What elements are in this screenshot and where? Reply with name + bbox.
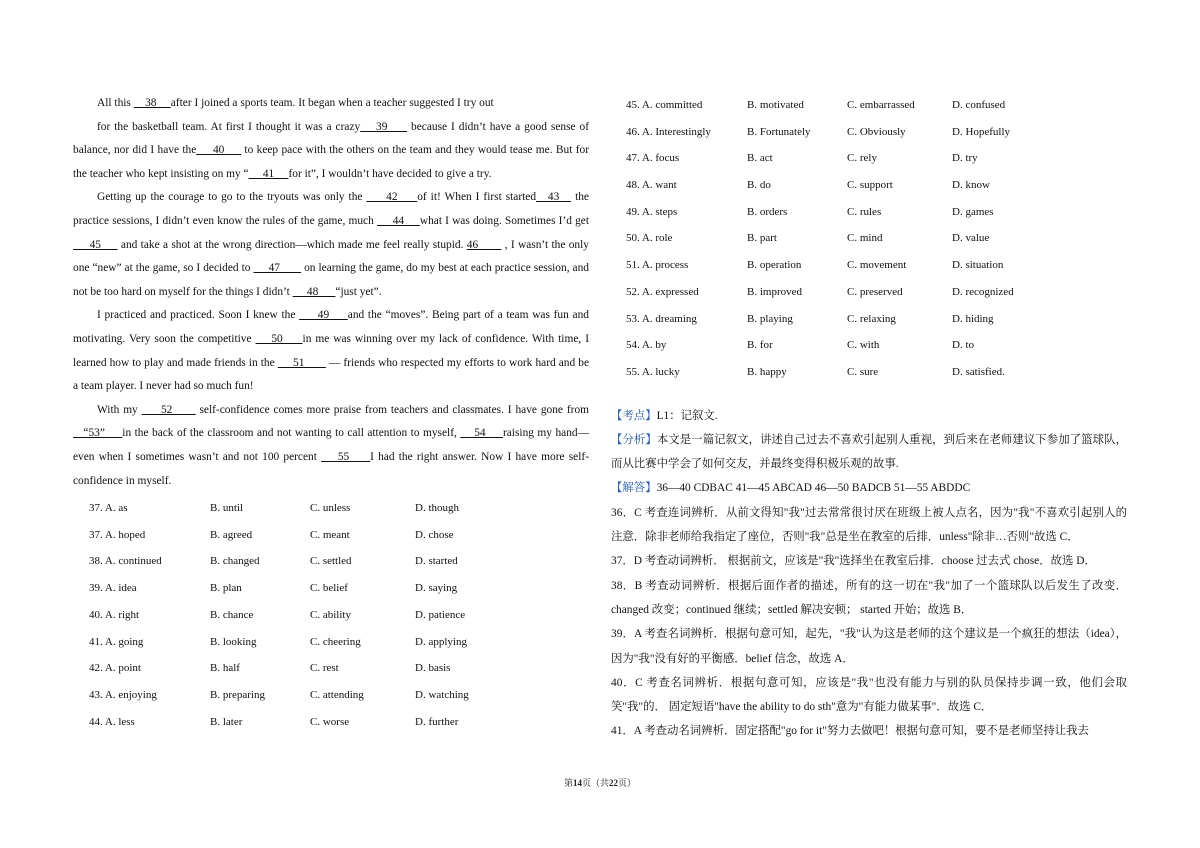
option-a: 43. A. enjoying	[89, 688, 157, 701]
option-b: B. later	[210, 715, 243, 728]
option-d: D. recognized	[952, 285, 1014, 298]
answer-section	[611, 404, 1127, 744]
option-c: C. ability	[310, 608, 351, 621]
option-b: B. improved	[747, 285, 802, 298]
cloze-passage	[73, 92, 589, 493]
option-row	[73, 522, 589, 549]
option-a: 38. A. continued	[89, 555, 162, 568]
option-d: D. situation	[952, 259, 1004, 272]
option-b: B. looking	[210, 635, 257, 648]
footer-pre: 第	[563, 778, 573, 788]
explanation-item: 37．D 考查动词辨析． 根据前文，应该是"我"选择坐在教室后排．choose 过去式 chose．故选 D．	[611, 555, 1096, 568]
passage-text: With my	[97, 403, 142, 416]
option-row	[611, 172, 1127, 199]
option-b: B. agreed	[210, 528, 253, 541]
option-d: D. started	[415, 555, 458, 568]
option-b: B. plan	[210, 582, 242, 595]
option-d: D. applying	[415, 635, 467, 648]
option-b: B. orders	[747, 205, 788, 218]
cloze-blank: “53”	[73, 427, 123, 440]
passage-paragraph	[73, 92, 589, 116]
passage-text: — friends who respected my efforts to work hard and be a team player. I never had so much fun!	[73, 356, 590, 393]
passage-text: after I joined a sports team. It began when a teacher suggested I try out	[170, 97, 494, 109]
option-c: C. movement	[847, 259, 907, 272]
option-b: B. preparing	[210, 688, 265, 701]
explanation-item: 36．C 考查连词辨析．从前文得知"我"过去常常很讨厌在班级上被人点名，因为"我"不喜欢引起别人的注意．除非老师给我指定了座位，否则"我"总是坐在教室的后排．unless"除非…否则"故选 C．	[611, 506, 1127, 544]
option-a: 49. A. steps	[626, 205, 678, 218]
option-row	[73, 495, 589, 522]
option-d: D. Hopefully	[952, 125, 1011, 138]
option-c: C. relaxing	[847, 312, 896, 325]
option-d: D. basis	[415, 662, 451, 675]
explanation-item: 41．A 考查动名词辨析．固定搭配"go for it"努力去做吧！根据句意可知，要不是老师坚持让我去	[611, 725, 1089, 738]
option-d: D. further	[415, 715, 459, 728]
cloze-blank: 40	[196, 144, 242, 157]
option-c: C. worse	[310, 715, 350, 728]
option-c: C. mind	[847, 232, 883, 245]
left-column	[73, 92, 589, 735]
option-row	[611, 145, 1127, 172]
cloze-blank: 47	[253, 262, 302, 275]
options-list-right	[611, 92, 1127, 386]
option-row	[611, 92, 1127, 119]
passage-text: on learning the game, do my best at each practice session, and not be too hard on myself for the things I didn’t	[73, 262, 590, 298]
passage-text: in the back of the classroom and not wanting to call attention to myself,	[122, 427, 461, 440]
option-d: D. games	[952, 205, 994, 218]
option-c: C. embarrassed	[847, 99, 915, 111]
option-b: B. do	[747, 179, 771, 192]
kaodian-text: L1：记叙文.	[656, 409, 718, 422]
option-d: D. value	[952, 232, 990, 245]
passage-text: All this	[97, 97, 134, 109]
option-c: C. unless	[310, 502, 351, 515]
jieda-tag: 【解答】	[611, 482, 657, 495]
cloze-blank: 45	[73, 238, 118, 251]
cloze-blank: 46	[466, 238, 502, 251]
cloze-blank: 50	[255, 332, 303, 345]
option-a: 40. A. right	[89, 608, 140, 621]
passage-text: for it”, I wouldn’t have decided to give a try.	[288, 167, 492, 180]
passage-paragraph	[73, 399, 589, 493]
option-b: B. playing	[747, 312, 793, 325]
option-d: D. confused	[952, 99, 1006, 111]
option-row	[73, 575, 589, 602]
option-a: 39. A. idea	[89, 582, 137, 595]
option-c: C. meant	[310, 528, 350, 541]
option-a: 37. A. as	[89, 502, 128, 515]
footer-mid: 页（共	[581, 778, 609, 788]
option-b: B. half	[210, 662, 240, 675]
option-a: 41. A. going	[89, 635, 144, 648]
option-d: D. satisfied.	[952, 365, 1005, 378]
option-a: 44. A. less	[89, 715, 135, 728]
option-c: C. settled	[310, 555, 352, 568]
explanation-item: 40．C 考查名词辨析．根据句意可知，应该是"我"也没有能力与别的队员保持步调一致，他们会取笑"我"的． 固定短语"have the ability to do sth"意为"有能力做某事"．故选 C．	[611, 676, 1127, 714]
option-a: 42. A. point	[89, 662, 141, 675]
passage-text: for the basketball team. At first I thought it was a crazy	[97, 120, 361, 133]
option-b: B. chance	[210, 608, 254, 621]
option-c: C. rely	[847, 152, 877, 165]
cloze-blank: 48	[292, 285, 336, 298]
passage-text: I practiced and practiced. Soon I knew the	[97, 309, 300, 322]
fenxi-line	[611, 428, 1127, 477]
jieda-line	[611, 476, 1127, 500]
option-d: D. watching	[415, 688, 469, 701]
option-a: 46. A. Interestingly	[626, 125, 711, 138]
kaodian-tag: 【考点】	[611, 409, 657, 422]
cloze-blank: 52	[141, 403, 196, 416]
jieda-text: 36—40 CDBAC 41—45 ABCAD 46—50 BADCB 51—55 ABDDC	[656, 482, 971, 495]
option-c: C. Obviously	[847, 125, 906, 138]
passage-text: what I was doing. Sometimes I’d get	[419, 214, 590, 227]
passage-text: raising my hand— even when I sometimes wasn’t and not 100 percent	[73, 427, 589, 463]
passage-paragraph	[73, 304, 589, 398]
option-c: C. rest	[310, 662, 339, 675]
option-b: B. Fortunately	[747, 125, 811, 138]
option-d: D. patience	[415, 608, 466, 621]
option-row	[73, 629, 589, 656]
option-c: C. belief	[310, 582, 348, 595]
option-b: B. changed	[210, 555, 260, 568]
option-b: B. act	[747, 152, 773, 165]
option-a: 51. A. process	[626, 259, 689, 272]
cloze-blank: 41	[248, 167, 289, 180]
option-c: C. sure	[847, 365, 879, 378]
passage-paragraph	[73, 116, 589, 187]
option-c: C. attending	[310, 688, 364, 701]
option-c: C. preserved	[847, 285, 903, 298]
footer-post: 页）	[618, 778, 637, 788]
option-a: 50. A. role	[626, 232, 673, 245]
passage-paragraph	[73, 186, 589, 304]
right-column	[611, 92, 1127, 744]
cloze-blank: 54	[460, 427, 503, 440]
option-row	[611, 119, 1127, 146]
option-b: B. operation	[747, 259, 802, 272]
footer-total-pages: 22	[609, 778, 618, 788]
option-row	[611, 199, 1127, 226]
passage-text: and take a shot at the wrong direction—which made me feel really stupid.	[117, 238, 467, 251]
explanation-item: 39．A 考查名词辨析．根据句意可知，起先，"我"认为这是老师的这个建议是一个疯狂的想法（idea），因为"我"没有好的平衡感．belief 信念，故选 A．	[611, 628, 1127, 665]
passage-text: self-confidence comes more praise from teachers and classmates. I have gone from	[195, 403, 590, 416]
option-c: C. rules	[847, 205, 882, 218]
cloze-blank: 49	[299, 309, 348, 322]
option-row	[611, 306, 1127, 333]
option-a: 45. A. committed	[626, 99, 703, 111]
explanation-list	[611, 501, 1127, 744]
cloze-blank: 43	[536, 191, 572, 204]
option-row	[611, 252, 1127, 279]
kaodian-line	[611, 404, 1127, 428]
option-d: D. chose	[415, 528, 454, 541]
option-row	[73, 682, 589, 709]
option-row	[73, 655, 589, 682]
cloze-blank: 42	[366, 191, 418, 204]
option-a: 48. A. want	[626, 179, 677, 192]
option-d: D. try	[952, 152, 978, 165]
cloze-blank: 51	[277, 356, 326, 369]
passage-text: to keep pace with the others on the team and they would tease me. But for the teacher who kept insisting on my “	[73, 144, 589, 180]
passage-text: in me was winning over my lack of confidence. With time, I learned how to play and made friends in the	[73, 332, 589, 369]
option-c: C. with	[847, 339, 880, 352]
cloze-blank: 39	[360, 120, 408, 133]
passage-text: because I didn’t have a good sense of balance, nor did I have the	[73, 120, 590, 157]
option-row	[73, 709, 589, 736]
explanation-item: 38．B 考查动词辨析．根据后面作者的描述，所有的这一切在"我"加了一个篮球队以后发生了改变．changed 改变；continued 继续；settled 解决安顿； started 开始；故选 B．	[611, 579, 1127, 616]
option-d: D. saying	[415, 582, 458, 595]
passage-text: and the “moves”. Being part of a team was fun and motivating. Very soon the competitive	[73, 309, 589, 345]
cloze-blank: 55	[321, 450, 371, 463]
option-a: 53. A. dreaming	[626, 312, 697, 325]
option-d: D. know	[952, 179, 990, 192]
passage-text: the practice sessions, I didn’t even know the rules of the game, much	[73, 191, 589, 227]
option-row	[611, 279, 1127, 306]
footer-page-number: 14	[572, 778, 582, 788]
option-row	[611, 359, 1127, 386]
option-row	[611, 332, 1127, 359]
option-a: 47. A. focus	[626, 152, 680, 165]
option-d: D. though	[415, 502, 459, 515]
passage-text: of it! When I first started	[417, 191, 537, 204]
option-b: B. motivated	[747, 99, 804, 111]
option-a: 54. A. by	[626, 339, 667, 352]
option-a: 55. A. lucky	[626, 365, 680, 378]
option-a: 52. A. expressed	[626, 285, 699, 298]
option-b: B. until	[210, 502, 244, 515]
cloze-blank: 38	[133, 97, 171, 109]
passage-text: I had the right answer. Now I have more self-confidence in myself.	[73, 450, 589, 487]
option-row	[73, 602, 589, 629]
option-a: 37. A. hoped	[89, 528, 146, 541]
fenxi-tag: 【分析】	[611, 433, 657, 446]
option-row	[73, 548, 589, 575]
option-c: C. cheering	[310, 635, 361, 648]
fenxi-text: 本文是一篇记叙文，讲述自己过去不喜欢引起别人重视，到后来在老师建议下参加了篮球队，而从比赛中学会了如何交友，并最终变得积极乐观的故事.	[611, 433, 1127, 471]
option-b: B. for	[747, 339, 773, 352]
option-b: B. part	[747, 232, 777, 245]
option-b: B. happy	[747, 365, 787, 378]
passage-text: , I wasn’t the only one “new” at the game, so I decided to	[73, 238, 589, 275]
passage-text: Getting up the courage to go to the tryouts was only the	[97, 191, 367, 204]
page-footer	[0, 776, 1200, 789]
passage-text: “just yet”.	[335, 285, 382, 298]
option-c: C. support	[847, 179, 893, 192]
options-list-left	[73, 495, 589, 735]
option-d: D. hiding	[952, 312, 994, 325]
cloze-blank: 44	[376, 214, 420, 227]
option-d: D. to	[952, 339, 974, 352]
option-row	[611, 225, 1127, 252]
